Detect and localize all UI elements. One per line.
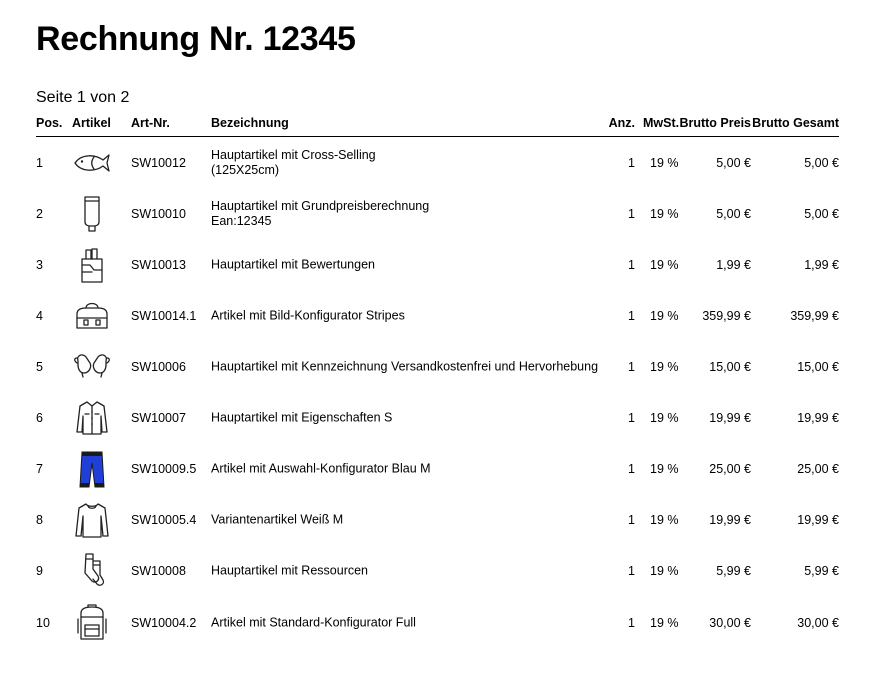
row-pos: 2 xyxy=(36,206,43,221)
shopping-bag-icon xyxy=(72,245,112,285)
row-pos: 8 xyxy=(36,512,43,527)
row-total: 1,99 € xyxy=(804,257,839,272)
row-pos: 3 xyxy=(36,257,43,272)
row-vat: 19 % xyxy=(650,512,679,527)
row-vat: 19 % xyxy=(650,308,679,323)
page-indicator: Seite 1 von 2 xyxy=(36,89,130,106)
row-pos: 5 xyxy=(36,359,43,374)
row-vat: 19 % xyxy=(650,257,679,272)
row-description xyxy=(211,199,429,229)
invoice-title: Rechnung Nr. 12345 xyxy=(36,20,356,58)
row-description xyxy=(211,461,431,476)
row-description xyxy=(211,257,375,272)
row-unit-price: 15,00 € xyxy=(709,359,751,374)
row-total: 19,99 € xyxy=(797,410,839,425)
row-unit-price: 5,00 € xyxy=(716,206,751,221)
row-unit-price: 19,99 € xyxy=(709,410,751,425)
row-description xyxy=(211,563,368,578)
row-art-nr: SW10013 xyxy=(131,257,186,272)
table-row xyxy=(0,443,875,494)
row-pos: 4 xyxy=(36,308,43,323)
row-qty: 1 xyxy=(628,359,635,374)
table-row xyxy=(0,290,875,341)
row-description-line1: Hauptartikel mit Eigenschaften S xyxy=(211,410,393,424)
row-qty: 1 xyxy=(628,563,635,578)
table-row xyxy=(0,545,875,596)
header-pos: Pos. xyxy=(36,116,63,130)
row-qty: 1 xyxy=(628,155,635,170)
row-total: 25,00 € xyxy=(797,461,839,476)
row-pos: 7 xyxy=(36,461,43,476)
row-description-line1: Artikel mit Auswahl-Konfigurator Blau M xyxy=(211,461,431,475)
row-vat: 19 % xyxy=(650,410,679,425)
row-art-nr: SW10007 xyxy=(131,410,186,425)
fish-icon xyxy=(72,143,112,183)
row-pos: 10 xyxy=(36,615,50,630)
socks-icon xyxy=(72,551,112,591)
row-vat: 19 % xyxy=(650,461,679,476)
row-description-line2: (125X25cm) xyxy=(211,162,280,177)
row-art-nr: SW10010 xyxy=(131,206,186,221)
header-total: Brutto Gesamt xyxy=(752,116,839,130)
header-article: Artikel xyxy=(72,116,111,130)
row-vat: 19 % xyxy=(650,206,679,221)
row-art-nr: SW10014.1 xyxy=(131,308,197,323)
row-total: 30,00 € xyxy=(797,615,839,630)
row-unit-price: 25,00 € xyxy=(709,461,751,476)
row-description-line1: Hauptartikel mit Cross-Selling xyxy=(211,147,376,162)
row-description-line1: Hauptartikel mit Bewertungen xyxy=(211,257,375,271)
backpack-icon xyxy=(72,603,112,643)
row-unit-price: 30,00 € xyxy=(709,615,751,630)
table-row xyxy=(0,137,875,188)
row-art-nr: SW10009.5 xyxy=(131,461,197,476)
header-vat: MwSt. xyxy=(643,116,680,130)
row-unit-price: 1,99 € xyxy=(716,257,751,272)
row-description-line1: Variantenartikel Weiß M xyxy=(211,512,344,526)
table-row xyxy=(0,494,875,545)
jacket-icon xyxy=(72,398,112,438)
row-unit-price: 359,99 € xyxy=(702,308,751,323)
row-vat: 19 % xyxy=(650,155,679,170)
row-qty: 1 xyxy=(628,512,635,527)
table-row xyxy=(0,188,875,239)
row-art-nr: SW10012 xyxy=(131,155,186,170)
row-pos: 6 xyxy=(36,410,43,425)
row-qty: 1 xyxy=(628,461,635,476)
row-qty: 1 xyxy=(628,615,635,630)
row-vat: 19 % xyxy=(650,615,679,630)
row-art-nr: SW10006 xyxy=(131,359,186,374)
row-pos: 1 xyxy=(36,155,43,170)
row-description-line2: Ean:12345 xyxy=(211,213,272,228)
table-row xyxy=(0,341,875,392)
row-description xyxy=(211,410,392,425)
table-row xyxy=(0,392,875,443)
row-description-line1: Hauptartikel mit Grundpreisberechnung xyxy=(211,198,430,213)
row-qty: 1 xyxy=(628,257,635,272)
row-total: 359,99 € xyxy=(790,308,839,323)
row-unit-price: 19,99 € xyxy=(709,512,751,527)
row-qty: 1 xyxy=(628,308,635,323)
row-description-line1: Hauptartikel mit Kennzeichnung Versandkostenfrei und Hervorhebung xyxy=(211,359,599,373)
header-art-nr: Art-Nr. xyxy=(131,116,170,130)
row-art-nr: SW10008 xyxy=(131,563,186,578)
tube-icon xyxy=(72,194,112,234)
row-art-nr: SW10004.2 xyxy=(131,615,197,630)
row-qty: 1 xyxy=(628,410,635,425)
row-description xyxy=(211,512,343,527)
row-description xyxy=(211,615,416,630)
row-total: 19,99 € xyxy=(797,512,839,527)
long-sleeve-shirt-icon xyxy=(72,500,112,540)
table-row xyxy=(0,239,875,290)
row-description xyxy=(211,148,376,178)
duffel-bag-icon xyxy=(72,296,112,336)
header-unit-price: Brutto Preis xyxy=(679,116,751,130)
pants-icon xyxy=(72,449,112,489)
row-description xyxy=(211,359,598,374)
row-total: 15,00 € xyxy=(797,359,839,374)
row-vat: 19 % xyxy=(650,359,679,374)
row-total: 5,00 € xyxy=(804,155,839,170)
row-description xyxy=(211,308,405,323)
row-description-line1: Artikel mit Bild-Konfigurator Stripes xyxy=(211,308,405,322)
row-vat: 19 % xyxy=(650,563,679,578)
table-row xyxy=(0,597,875,648)
row-description-line1: Hauptartikel mit Ressourcen xyxy=(211,563,369,577)
row-unit-price: 5,00 € xyxy=(716,155,751,170)
row-total: 5,00 € xyxy=(804,206,839,221)
row-description-line1: Artikel mit Standard-Konfigurator Full xyxy=(211,615,416,629)
row-pos: 9 xyxy=(36,563,43,578)
row-qty: 1 xyxy=(628,206,635,221)
row-unit-price: 5,99 € xyxy=(716,563,751,578)
row-art-nr: SW10005.4 xyxy=(131,512,197,527)
header-qty: Anz. xyxy=(608,116,635,130)
mittens-icon xyxy=(72,347,112,387)
row-total: 5,99 € xyxy=(804,563,839,578)
header-description: Bezeichnung xyxy=(211,116,289,130)
